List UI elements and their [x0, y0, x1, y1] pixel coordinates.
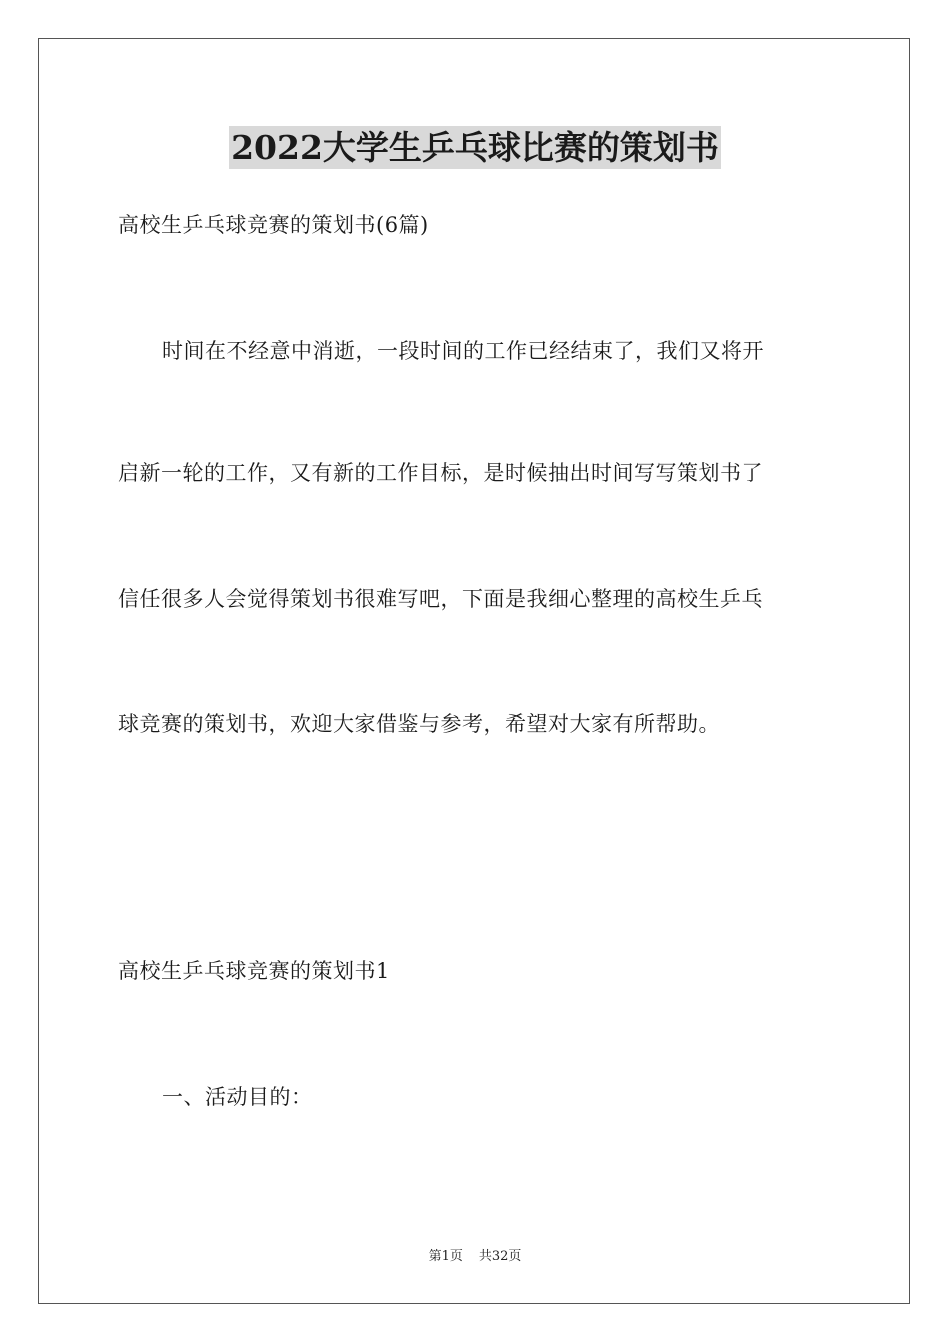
intro-line-2: 启新一轮的工作，又有新的工作目标，是时候抽出时间写写策划书了 — [118, 461, 763, 485]
document-subtitle: 高校生乒乓球竞赛的策划书(6篇) — [118, 213, 429, 237]
section-heading: 高校生乒乓球竞赛的策划书1 — [118, 959, 390, 983]
intro-line-3: 信任很多人会觉得策划书很难写吧，下面是我细心整理的高校生乒乓 — [118, 587, 763, 611]
document-title-text: 2022大学生乒乓球比赛的策划书 — [231, 128, 719, 167]
page-footer — [0, 1248, 950, 1266]
page-number: 第1页 — [428, 1249, 463, 1264]
document-title — [0, 124, 950, 172]
intro-line-1: 时间在不经意中消逝，一段时间的工作已经结束了，我们又将开 — [162, 339, 764, 363]
intro-line-4: 球竞赛的策划书，欢迎大家借鉴与参考，希望对大家有所帮助。 — [118, 712, 720, 736]
total-pages: 共32页 — [478, 1249, 522, 1264]
item-heading: 一、活动目的： — [162, 1085, 313, 1109]
